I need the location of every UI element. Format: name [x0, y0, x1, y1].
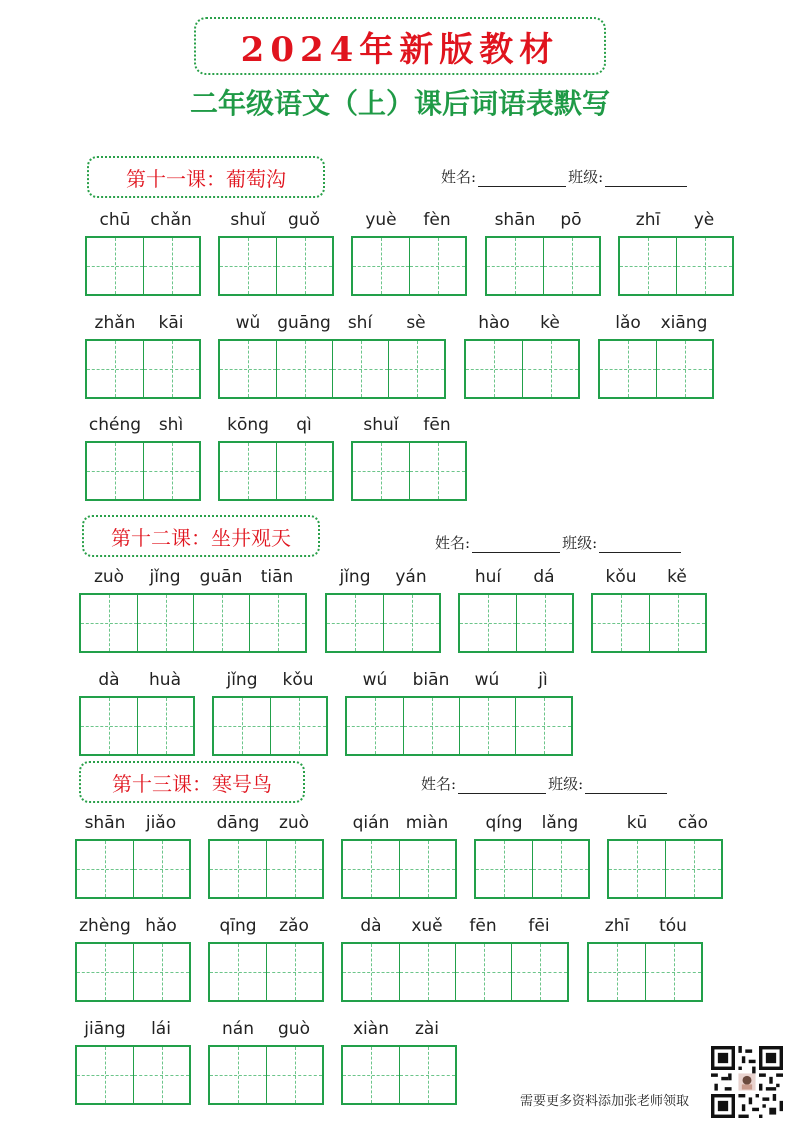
pinyin-syllable: chéng: [88, 415, 142, 435]
tianzige-cell[interactable]: [143, 341, 199, 397]
pinyin-syllable: kǒu: [605, 567, 637, 587]
pinyin-syllable: biān: [412, 670, 450, 690]
pinyin-syllable: kū: [626, 813, 648, 833]
tianzige-cell[interactable]: [77, 1047, 133, 1103]
pinyin-row: [79, 567, 307, 593]
pinyin-syllable: xiāng: [660, 313, 708, 333]
writing-grid: [325, 593, 441, 653]
name-field[interactable]: [472, 536, 560, 553]
page-title: 2024年新版教材: [240, 29, 560, 70]
tianzige-cell[interactable]: [459, 698, 515, 754]
pinyin-syllable: qíng: [485, 813, 523, 833]
title-box: [194, 17, 606, 75]
pinyin-syllable: guò: [278, 1019, 310, 1039]
class-label: 班级:: [562, 534, 598, 552]
tianzige-cell[interactable]: [210, 841, 266, 897]
pinyin-syllable: shān: [494, 210, 536, 230]
class-label: 班级:: [548, 775, 584, 793]
pinyin-syllable: jǐng: [149, 567, 181, 587]
writing-grid: [341, 942, 569, 1002]
writing-grid: [208, 839, 324, 899]
pinyin-syllable: tóu: [659, 916, 687, 936]
word-group: [587, 916, 703, 1002]
name-field[interactable]: [478, 170, 566, 187]
word-group: [85, 313, 201, 399]
class-field[interactable]: [585, 777, 667, 794]
pinyin-row: [75, 813, 191, 839]
tianzige-cell[interactable]: [143, 238, 199, 294]
pinyin-syllable: nán: [222, 1019, 254, 1039]
pinyin-row: [208, 916, 324, 942]
tianzige-cell[interactable]: [600, 341, 656, 397]
writing-grid: [212, 696, 328, 756]
tianzige-cell[interactable]: [476, 841, 532, 897]
pinyin-syllable: guān: [199, 567, 243, 587]
pinyin-row: [85, 415, 201, 441]
word-group: [75, 813, 191, 899]
pinyin-row: [218, 415, 334, 441]
word-group: [208, 813, 324, 899]
pinyin-row: [591, 567, 707, 593]
pinyin-row: [341, 916, 569, 942]
tianzige-cell[interactable]: [220, 341, 276, 397]
tianzige-cell[interactable]: [133, 1047, 189, 1103]
pinyin-syllable: dà: [360, 916, 382, 936]
word-group: [345, 670, 573, 756]
writing-grid: [351, 441, 467, 501]
pinyin-syllable: shuǐ: [230, 210, 266, 230]
pinyin-row: [464, 313, 580, 339]
pinyin-syllable: shí: [347, 313, 373, 333]
tianzige-cell[interactable]: [487, 238, 543, 294]
tianzige-cell[interactable]: [460, 595, 516, 651]
writing-grid: [458, 593, 574, 653]
pinyin-syllable: tiān: [260, 567, 294, 587]
tianzige-cell[interactable]: [143, 443, 199, 499]
pinyin-syllable: jiǎo: [145, 813, 177, 833]
pinyin-syllable: xuě: [411, 916, 443, 936]
name-label: 姓名:: [441, 168, 477, 186]
class-field[interactable]: [605, 170, 687, 187]
pinyin-syllable: shuǐ: [363, 415, 399, 435]
pinyin-syllable: wú: [362, 670, 388, 690]
word-group: [218, 210, 334, 296]
word-group: [218, 313, 446, 399]
name-class-line-3: [421, 773, 669, 794]
tianzige-cell[interactable]: [87, 341, 143, 397]
pinyin-syllable: fēn: [423, 415, 451, 435]
footer-note: 需要更多资料添加张老师领取: [520, 1094, 690, 1109]
pinyin-row: [618, 210, 734, 236]
word-group: [341, 1019, 457, 1105]
name-label: 姓名:: [421, 775, 457, 793]
tianzige-cell[interactable]: [276, 443, 332, 499]
pinyin-row: [85, 210, 201, 236]
pinyin-row: [212, 670, 328, 696]
lesson-12-label: 第十二课：坐井观天: [82, 515, 320, 557]
pinyin-row: [587, 916, 703, 942]
pinyin-syllable: guǒ: [288, 210, 320, 230]
word-group: [598, 313, 714, 399]
pinyin-row: [218, 313, 446, 339]
tianzige-cell[interactable]: [665, 841, 721, 897]
writing-grid: [464, 339, 580, 399]
pinyin-syllable: lái: [151, 1019, 171, 1039]
writing-grid: [218, 441, 334, 501]
word-group: [79, 670, 195, 756]
name-field[interactable]: [458, 777, 546, 794]
pinyin-syllable: zuò: [278, 813, 310, 833]
tianzige-cell[interactable]: [353, 443, 409, 499]
tianzige-cell[interactable]: [466, 341, 522, 397]
tianzige-cell[interactable]: [81, 698, 137, 754]
pinyin-row: [607, 813, 723, 839]
pinyin-syllable: zhī: [635, 210, 661, 230]
word-group: [325, 567, 441, 653]
word-group: [474, 813, 590, 899]
tianzige-cell[interactable]: [137, 698, 193, 754]
pinyin-row: [351, 210, 467, 236]
tianzige-cell[interactable]: [649, 595, 705, 651]
writing-grid: [75, 942, 191, 1002]
tianzige-cell[interactable]: [383, 595, 439, 651]
pinyin-row: [341, 1019, 457, 1045]
pinyin-syllable: jì: [538, 670, 548, 690]
writing-grid: [79, 593, 307, 653]
tianzige-cell[interactable]: [266, 1047, 322, 1103]
qr-code-icon: [711, 1046, 783, 1118]
writing-grid: [607, 839, 723, 899]
pinyin-syllable: yán: [395, 567, 427, 587]
pinyin-row: [325, 567, 441, 593]
tianzige-cell[interactable]: [609, 841, 665, 897]
pinyin-syllable: jǐng: [339, 567, 371, 587]
writing-grid: [85, 441, 201, 501]
word-group: [218, 415, 334, 501]
tianzige-cell[interactable]: [220, 238, 276, 294]
pinyin-syllable: hào: [478, 313, 510, 333]
class-field[interactable]: [599, 536, 681, 553]
tianzige-cell[interactable]: [249, 595, 305, 651]
tianzige-cell[interactable]: [455, 944, 511, 1000]
pinyin-syllable: kāi: [158, 313, 184, 333]
pinyin-row: [208, 813, 324, 839]
tianzige-cell[interactable]: [589, 944, 645, 1000]
word-group: [351, 415, 467, 501]
pinyin-row: [218, 210, 334, 236]
word-group: [351, 210, 467, 296]
writing-grid: [75, 1045, 191, 1105]
pinyin-syllable: wǔ: [235, 313, 261, 333]
pinyin-syllable: zuò: [93, 567, 125, 587]
word-group: [208, 916, 324, 1002]
pinyin-row: [485, 210, 601, 236]
writing-grid: [218, 236, 334, 296]
tianzige-cell[interactable]: [276, 341, 332, 397]
tianzige-cell[interactable]: [266, 841, 322, 897]
name-class-line-2: [435, 532, 683, 553]
writing-grid: [218, 339, 446, 399]
tianzige-cell[interactable]: [347, 698, 403, 754]
pinyin-syllable: fèn: [423, 210, 451, 230]
tianzige-cell[interactable]: [532, 841, 588, 897]
writing-grid: [208, 942, 324, 1002]
pinyin-syllable: shān: [84, 813, 126, 833]
pinyin-syllable: jǐng: [226, 670, 258, 690]
writing-grid: [474, 839, 590, 899]
pinyin-syllable: kǒu: [282, 670, 314, 690]
pinyin-syllable: qīng: [219, 916, 257, 936]
word-group: [464, 313, 580, 399]
pinyin-syllable: dà: [98, 670, 120, 690]
pinyin-syllable: xiàn: [353, 1019, 389, 1039]
tianzige-cell[interactable]: [656, 341, 712, 397]
writing-grid: [208, 1045, 324, 1105]
pinyin-syllable: dāng: [216, 813, 260, 833]
writing-grid: [345, 696, 573, 756]
tianzige-cell[interactable]: [266, 944, 322, 1000]
tianzige-cell[interactable]: [399, 944, 455, 1000]
tianzige-cell[interactable]: [133, 944, 189, 1000]
pinyin-syllable: huí: [474, 567, 502, 587]
word-group: [79, 567, 307, 653]
pinyin-syllable: zhǎn: [94, 313, 136, 333]
pinyin-syllable: zhèng: [79, 916, 131, 936]
word-group: [75, 916, 191, 1002]
pinyin-syllable: wú: [474, 670, 500, 690]
writing-grid: [591, 593, 707, 653]
tianzige-cell[interactable]: [399, 1047, 455, 1103]
tianzige-cell[interactable]: [276, 238, 332, 294]
tianzige-cell[interactable]: [353, 238, 409, 294]
word-group: [607, 813, 723, 899]
tianzige-cell[interactable]: [593, 595, 649, 651]
pinyin-syllable: qì: [296, 415, 312, 435]
pinyin-syllable: yuè: [365, 210, 397, 230]
tianzige-cell[interactable]: [193, 595, 249, 651]
writing-grid: [75, 839, 191, 899]
pinyin-syllable: lǎo: [615, 313, 641, 333]
class-label: 班级:: [568, 168, 604, 186]
tianzige-cell[interactable]: [327, 595, 383, 651]
pinyin-row: [341, 813, 457, 839]
lesson-13-label: 第十三课：寒号鸟: [79, 761, 305, 803]
pinyin-syllable: jiāng: [84, 1019, 126, 1039]
tianzige-cell[interactable]: [87, 443, 143, 499]
pinyin-syllable: shì: [158, 415, 184, 435]
tianzige-cell[interactable]: [133, 841, 189, 897]
word-group: [618, 210, 734, 296]
pinyin-syllable: kě: [667, 567, 687, 587]
pinyin-syllable: yè: [693, 210, 715, 230]
tianzige-cell[interactable]: [343, 944, 399, 1000]
pinyin-syllable: chū: [99, 210, 131, 230]
tianzige-cell[interactable]: [543, 238, 599, 294]
writing-grid: [341, 839, 457, 899]
tianzige-cell[interactable]: [137, 595, 193, 651]
tianzige-cell[interactable]: [343, 1047, 399, 1103]
tianzige-cell[interactable]: [81, 595, 137, 651]
tianzige-cell[interactable]: [645, 944, 701, 1000]
tianzige-cell[interactable]: [332, 341, 388, 397]
pinyin-syllable: zhī: [604, 916, 630, 936]
pinyin-syllable: cǎo: [677, 813, 709, 833]
tianzige-cell[interactable]: [403, 698, 459, 754]
writing-grid: [598, 339, 714, 399]
tianzige-cell[interactable]: [270, 698, 326, 754]
pinyin-row: [598, 313, 714, 339]
pinyin-syllable: dá: [533, 567, 555, 587]
tianzige-cell[interactable]: [220, 443, 276, 499]
pinyin-syllable: qián: [352, 813, 390, 833]
writing-grid: [341, 1045, 457, 1105]
name-class-line-1: [441, 166, 689, 187]
writing-grid: [85, 236, 201, 296]
pinyin-syllable: kè: [540, 313, 560, 333]
tianzige-cell[interactable]: [399, 841, 455, 897]
pinyin-row: [208, 1019, 324, 1045]
pinyin-syllable: pō: [560, 210, 582, 230]
word-group: [341, 813, 457, 899]
writing-grid: [485, 236, 601, 296]
pinyin-syllable: guāng: [277, 313, 331, 333]
pinyin-syllable: kōng: [227, 415, 269, 435]
tianzige-cell[interactable]: [511, 944, 567, 1000]
pinyin-syllable: zài: [414, 1019, 440, 1039]
word-group: [85, 415, 201, 501]
pinyin-syllable: zǎo: [279, 916, 309, 936]
tianzige-cell[interactable]: [210, 1047, 266, 1103]
tianzige-cell[interactable]: [516, 595, 572, 651]
pinyin-row: [79, 670, 195, 696]
word-group: [208, 1019, 324, 1105]
pinyin-syllable: chǎn: [150, 210, 192, 230]
pinyin-syllable: sè: [406, 313, 426, 333]
tianzige-cell[interactable]: [214, 698, 270, 754]
tianzige-cell[interactable]: [522, 341, 578, 397]
word-group: [591, 567, 707, 653]
tianzige-cell[interactable]: [87, 238, 143, 294]
tianzige-cell[interactable]: [210, 944, 266, 1000]
pinyin-row: [458, 567, 574, 593]
pinyin-syllable: fēn: [469, 916, 497, 936]
pinyin-syllable: fēi: [528, 916, 550, 936]
writing-grid: [587, 942, 703, 1002]
tianzige-cell[interactable]: [515, 698, 571, 754]
pinyin-syllable: miàn: [405, 813, 449, 833]
pinyin-syllable: lǎng: [541, 813, 579, 833]
word-group: [485, 210, 601, 296]
writing-grid: [79, 696, 195, 756]
writing-grid: [618, 236, 734, 296]
pinyin-row: [351, 415, 467, 441]
tianzige-cell[interactable]: [388, 341, 444, 397]
tianzige-cell[interactable]: [77, 841, 133, 897]
pinyin-row: [75, 1019, 191, 1045]
tianzige-cell[interactable]: [620, 238, 676, 294]
writing-grid: [351, 236, 467, 296]
pinyin-row: [85, 313, 201, 339]
word-group: [85, 210, 201, 296]
tianzige-cell[interactable]: [77, 944, 133, 1000]
name-label: 姓名:: [435, 534, 471, 552]
pinyin-syllable: hǎo: [145, 916, 177, 936]
tianzige-cell[interactable]: [343, 841, 399, 897]
writing-grid: [85, 339, 201, 399]
word-group: [212, 670, 328, 756]
tianzige-cell[interactable]: [409, 238, 465, 294]
word-group: [458, 567, 574, 653]
word-group: [75, 1019, 191, 1105]
pinyin-row: [75, 916, 191, 942]
word-group: [341, 916, 569, 1002]
pinyin-row: [474, 813, 590, 839]
pinyin-syllable: huà: [149, 670, 181, 690]
page-subtitle: 二年级语文（上）课后词语表默写: [189, 87, 610, 120]
tianzige-cell[interactable]: [409, 443, 465, 499]
pinyin-row: [345, 670, 573, 696]
lesson-11-label: 第十一课：葡萄沟: [87, 156, 325, 198]
tianzige-cell[interactable]: [676, 238, 732, 294]
